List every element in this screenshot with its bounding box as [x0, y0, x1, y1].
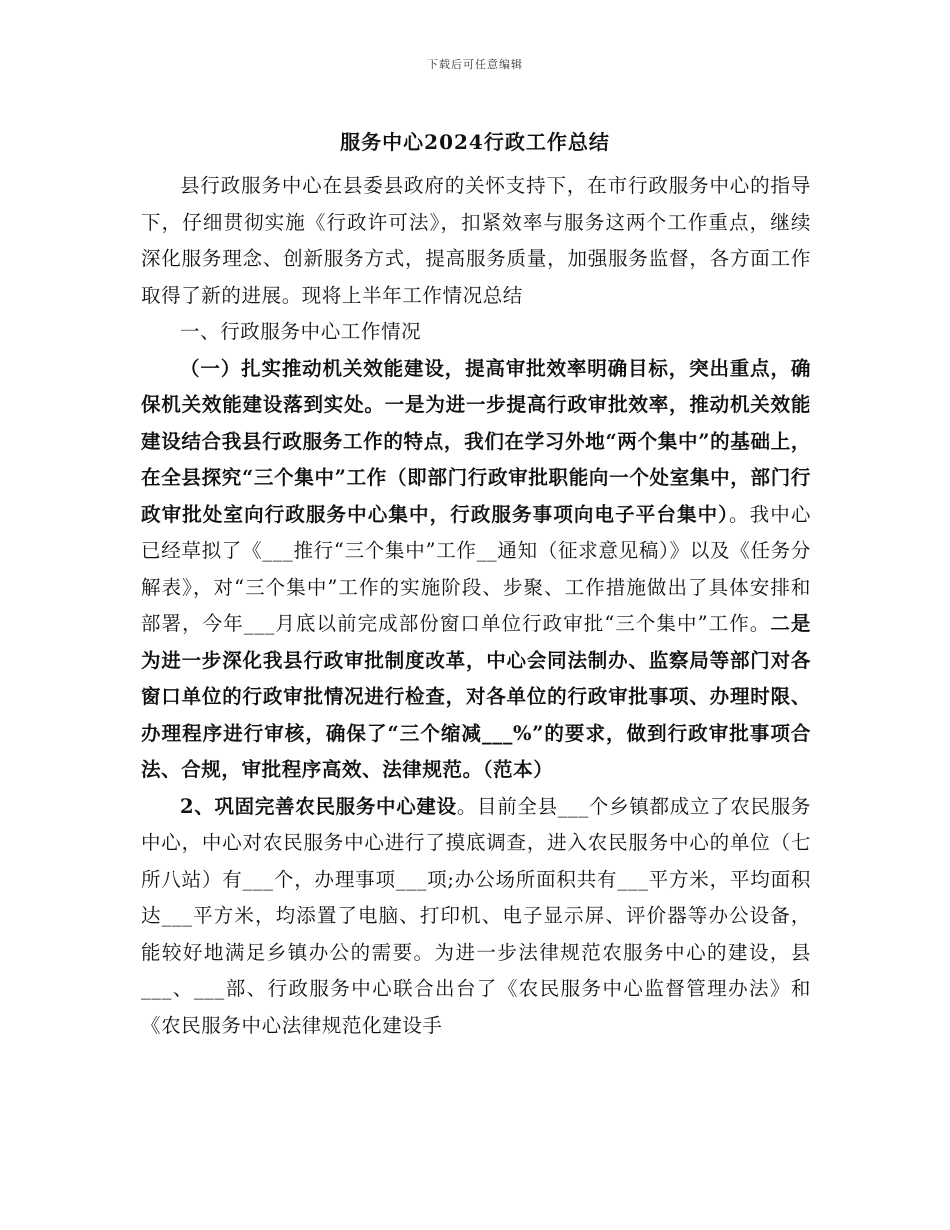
document-body [141, 168, 811, 1044]
header-note: 下载后可任意编辑 [427, 58, 523, 71]
section-heading: 一、行政服务中心工作情况 [180, 320, 422, 343]
page-title: 服务中心2024行政工作总结 [340, 130, 610, 154]
intro-paragraph: 县行政服务中心在县委县政府的关怀支持下，在市行政服务中心的指导下，仔细贯彻实施《行政许可法》，扣紧效率与服务这两个工作重点，继续深化服务理念、创新服务方式，提高服务质量，加强服务监督，各方面工作取得了新的进展。现将上半年工作情况总结 [141, 174, 811, 307]
subsection-normal-text: 。我中心已经草拟了《___推行“三个集中”工作__通知（征求意见稿）》以及《任务分解表》，对“三个集中”工作的实施阶段、步聚、工作措施做出了具体安排和部署，今年___月底以前完成部份窗口单位行政审批“三个集中”工作。 [141, 502, 811, 635]
item-paragraph [141, 789, 811, 1045]
item-heading: 2、巩固完善农民服务中心建设 [180, 794, 457, 818]
subsection-bold-text: （一）扎实推动机关效能建设，提高审批效率明确目标，突出重点，确保机关效能建设落到实处。一是为进一步提高行政审批效率，推动机关效能建设结合我县行政服务工作的特点，我们在学习外地“两个集中”的基础上，在全县探究“三个集中”工作（即部门行政审批职能向一个处室集中，部门行政审批处室向行政服务中心集中，行政服务事项向电子平台集中） [141, 356, 811, 526]
item-body-text: 。目前全县___个乡镇都成立了农民服务中心，中心对农民服务中心进行了摸底调查，进入农民服务中心的单位（七所八站）有___个，办理事项___项;办公场所面积共有___平方米，平均面积达___平方米，均添置了电脑、打印机、电子显示屏、评价器等办公设备，能较好地满足乡镇办公的需要。为进一步法律规范农服务中心的建设，县___、___部、行政服务中心联合出台了《农民服务中心监督管理办法》和《农民服务中心法律规范化建设手 [141, 794, 811, 1037]
subsection-paragraph [141, 351, 811, 789]
subsection-bold-text-2: 二是为进一步深化我县行政审批制度改革，中心会同法制办、监察局等部门对各窗口单位的行政审批情况进行检查，对各单位的行政审批事项、办理时限、办理程序进行审核，确保了“三个缩减___%”的要求，做到行政审批事项合法、合规，审批程序高效、法律规范。（范本） [141, 612, 811, 781]
